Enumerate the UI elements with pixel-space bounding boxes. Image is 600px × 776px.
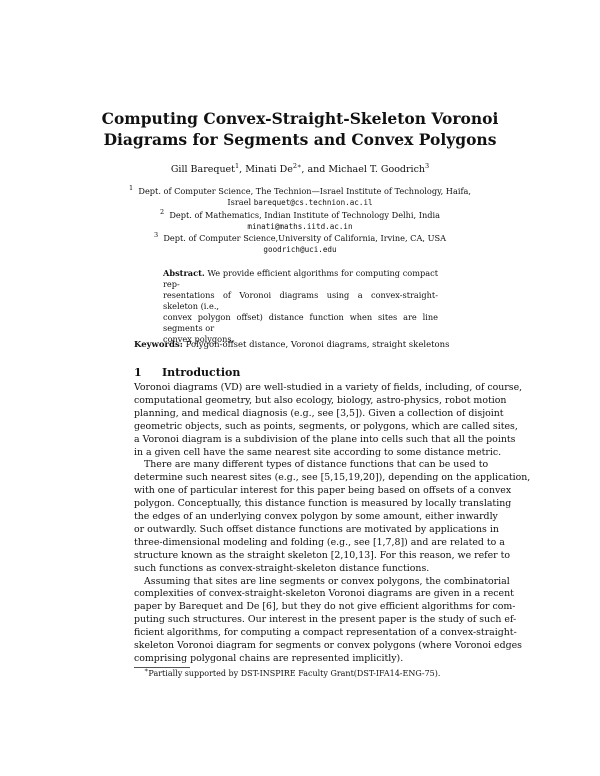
email-link[interactable]: goodrich@uci.edu <box>263 245 337 254</box>
body-line: three-dimensional modeling and folding (e.g., see [1,7,8]) and are related to a <box>134 536 505 548</box>
affiliation-3 <box>120 233 480 255</box>
footnote-rule <box>134 667 190 668</box>
affiliation-1 <box>120 186 480 208</box>
footnote-text: Partially supported by DST-INSPIRE Faculty Grant(DST-IFA14-ENG-75). <box>148 668 441 678</box>
author-mark: 3 <box>425 162 430 170</box>
affiliation-text: Dept. of Computer Science,University of California, Irvine, CA, USA <box>163 233 446 243</box>
body-line: Voronoi diagrams (VD) are well-studied in a variety of fields, including, of course, <box>134 382 523 393</box>
body-line: Assuming that sites are line segments or convex polygons, the combinatorial <box>144 575 510 587</box>
body-line: or outwardly. Such offset distance functions are motivated by applications in <box>134 523 499 535</box>
title-line-2: Diagrams for Segments and Convex Polygons <box>103 130 497 149</box>
abstract <box>163 268 438 345</box>
keywords-text: Polygon-offset distance, Voronoi diagrams, straight skeletons <box>185 340 450 350</box>
footnote-mark: ∗ <box>144 665 149 674</box>
paper-title <box>100 108 500 150</box>
body-line: geometric objects, such as points, segments, or polygons, which are called sites, <box>134 420 518 432</box>
abstract-line: convex polygons. <box>163 334 235 344</box>
body-line: There are many different types of distance functions that can be used to <box>144 459 489 471</box>
affiliation-2 <box>120 210 480 232</box>
email-link[interactable]: minati@maths.iitd.ac.in <box>247 222 353 231</box>
affiliation-text: Israel <box>227 197 252 207</box>
body-line: structure known as the straight skeleton [2,10,13]. For this reason, we refer to <box>134 549 511 561</box>
affiliation-text: Dept. of Computer Science, The Technion—Israel Institute of Technology, Haifa, <box>138 186 471 196</box>
body-line: skeleton Voronoi diagram for segments or convex polygons (where Voronoi edges <box>134 640 522 651</box>
affiliation-mark: 2 <box>159 208 165 216</box>
body-line: in a given cell have the same nearest site according to some distance metric. <box>134 446 502 458</box>
author-name: and Michael T. Goodrich <box>307 164 426 175</box>
section-title: Introduction <box>162 366 241 379</box>
body-line: with one of particular interest for this paper being based on offsets of a convex <box>134 485 512 497</box>
body-line: the edges of an underlying convex polygon by some amount, either inwardly <box>134 511 498 522</box>
affiliation-text: Dept. of Mathematics, Indian Institute of Technology Delhi, India <box>169 210 440 220</box>
body-line: planning, and medical diagnosis (e.g., see [3,5]). Given a collection of disjoint <box>134 407 504 419</box>
author-name: Minati De <box>245 164 293 175</box>
author-mark: 1 <box>235 162 240 170</box>
abstract-line: resentations of Voronoi diagrams using a convex-straight-skeleton (i.e., <box>163 290 438 311</box>
keywords-label: Keywords: <box>134 340 183 350</box>
body-line: paper by Barequet and De [6], but they do not give efficient algorithms for com- <box>134 601 516 613</box>
author-list: Gill Barequet$^1$, Minati $De^{2∗}$, and Michael T. Goodrich$^3$ <box>170 162 430 175</box>
author-name: Gill Barequet <box>170 164 235 175</box>
section-heading <box>134 366 240 379</box>
body-line: comprising polygonal chains are represented implicitly). <box>134 652 404 664</box>
body-line: puting such structures. Our interest in the present paper is the study of such ef- <box>134 614 517 626</box>
body-line: such functions as convex-straight-skeleton distance functions. <box>134 562 430 574</box>
abstract-label: Abstract. <box>163 268 205 278</box>
email-link[interactable]: barequet@cs.technion.ac.il <box>253 198 373 207</box>
footnote <box>144 665 441 678</box>
affiliation-mark: 3 <box>154 231 159 239</box>
body-line: determine such nearest sites (e.g., see [5,15,19,20]), depending on the application, <box>134 472 531 484</box>
abstract-line: We provide efficient algorithms for computing compact rep- <box>163 268 438 289</box>
keywords <box>134 340 474 350</box>
body-line: ficient algorithms, for computing a compact representation of a convex-straight- <box>134 627 517 639</box>
body-line: a Voronoi diagram is a subdivision of the plane into cells such that all the points <box>134 433 516 445</box>
body-line: computational geometry, but also ecology, biology, astro-physics, robot motion <box>134 394 507 406</box>
body-line: polygon. Conceptually, this distance function is measured by locally translating <box>134 498 512 510</box>
abstract-line: convex polygon offset) distance function when sites are line segments or <box>163 312 438 333</box>
affiliation-mark: 1 <box>129 184 134 192</box>
title-line-1: Computing Convex-Straight-Skeleton Voronoi <box>101 109 499 128</box>
author-mark: 2∗ <box>292 162 302 170</box>
body-line: complexities of convex-straight-skeleton Voronoi diagrams are given in a recent <box>134 588 514 600</box>
section-number: 1 <box>134 366 142 379</box>
